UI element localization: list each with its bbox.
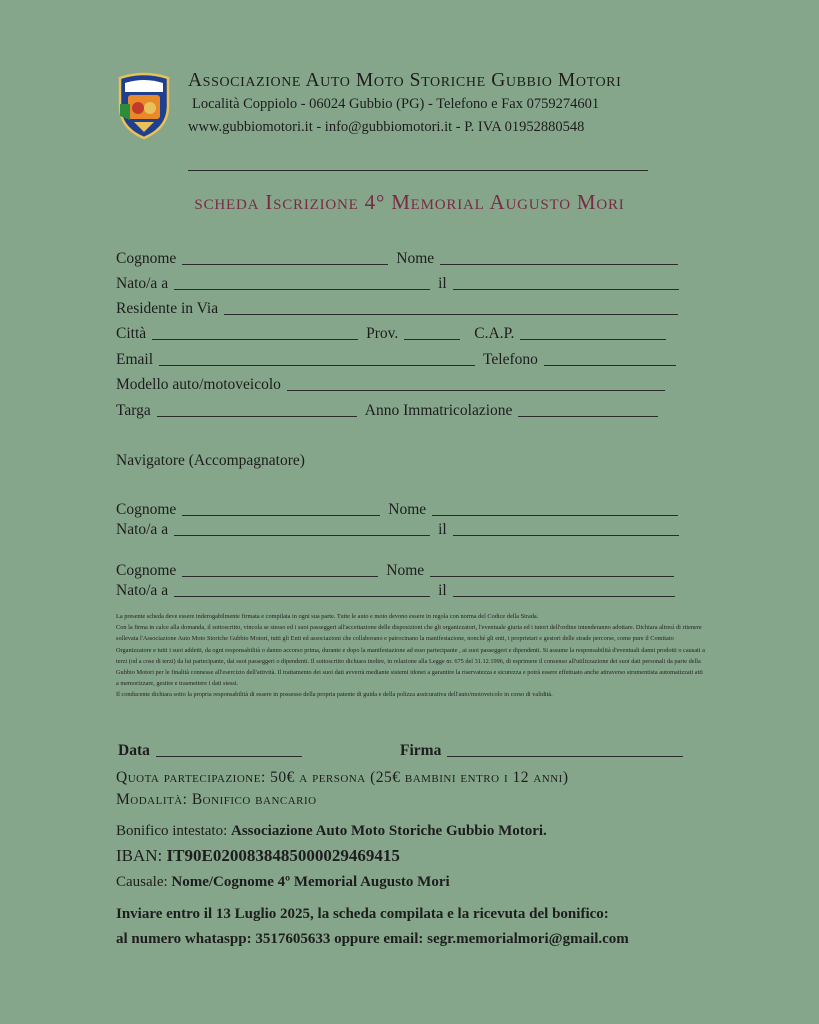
causale-label: Causale: <box>116 874 168 890</box>
label-nav1-nome: Nome <box>388 501 427 518</box>
inviare-instructions: Inviare entro il 13 Luglio 2025, la scheda compilata e la ricevuta del bonifico: <box>116 906 609 922</box>
field-data-nascita[interactable] <box>453 288 679 290</box>
label-nav2-il: il <box>438 582 447 599</box>
field-nav1-nome[interactable] <box>432 514 678 516</box>
org-name: Associazione Auto Moto Storiche Gubbio Motori <box>188 70 622 91</box>
label-telefono: Telefono <box>483 351 538 368</box>
shield-logo-icon <box>116 72 172 140</box>
quota-partecipazione: Quota partecipazione: 50€ a persona (25€ bambini entro i 12 anni) <box>116 769 569 786</box>
label-nav2-nome: Nome <box>386 562 425 579</box>
label-nome: Nome <box>396 250 435 267</box>
navigator-title: Navigatore (Accompagnatore) <box>116 452 305 469</box>
row-firma <box>400 740 683 760</box>
field-telefono[interactable] <box>544 364 676 366</box>
field-nato[interactable] <box>174 288 430 290</box>
field-residente[interactable] <box>224 313 678 315</box>
org-contacts: www.gubbiomotori.it - info@gubbiomotori.it - P. IVA 01952880548 <box>188 119 585 135</box>
field-nome[interactable] <box>440 263 678 265</box>
header-divider <box>188 170 648 171</box>
field-nav2-nato[interactable] <box>174 595 430 597</box>
iban-line <box>116 846 400 866</box>
field-targa[interactable] <box>157 415 357 417</box>
label-nav2-nato: Nato/a a <box>116 582 169 599</box>
field-modello[interactable] <box>287 389 665 391</box>
label-firma: Firma <box>400 742 442 759</box>
field-nav1-cognome[interactable] <box>182 514 380 516</box>
row-nato <box>116 273 679 293</box>
label-residente: Residente in Via <box>116 300 219 317</box>
field-cap[interactable] <box>520 338 666 340</box>
label-anno: Anno Immatricolazione <box>364 402 513 419</box>
field-prov[interactable] <box>404 338 460 340</box>
disclaimer <box>116 611 706 701</box>
label-modello: Modello auto/motoveicolo <box>116 376 281 393</box>
iban-value: IT90E0200838485000029469415 <box>166 846 400 865</box>
field-anno[interactable] <box>518 415 658 417</box>
row-nav2-cognome-nome <box>116 560 674 580</box>
row-data <box>118 740 302 760</box>
field-nav1-data[interactable] <box>453 534 679 536</box>
row-residente <box>116 298 678 318</box>
disclaimer-paragraph: Con la firma in calce alla domanda, il sottoscritto, vincola se stesso ed i suoi passeggeri all'accettazione delle disposizioni che gli organizzatori, l'eventuale giuria ed i tutori dell'ordine intenderanno adottare. Dichiara altresì di ritenere sollevata l'Associazione Auto Moto Storiche Gubbio Motori, tutti gli Enti ed associazioni che collaborano e patrocinano la manifestazione, nonché gli enti, i proprietari e gestori delle strade percorse, come pure il Comitato Organizzatore e tutti i suoi addetti, da ogni responsabilità o danno accorso prima, durante e dopo la manifestazione ad esso partecipante , ai suoi passeggeri e dipendenti. Si assume la responsabilità d'eventuali danni prodotti o causati a terzi (od a cose di terzi) da lui partecipante, dai suoi passeggeri o dipendenti. Il sottoscritto dichiara inoltre, in relazione alla Legge nr. 675 del 31.12.1996, di esprimere il consenso all'utilizzazione dei suoi dati personali da parte della Gubbio Motori per le finalità connesse all'esercizio dell'attività. Il trattamento dei suoi dati avverrà mediante sistemi idonei a garantire la riservatezza e sicurezza e potrà essere effettuato anche attraverso strumentista automatizzati atti a memorizzare, gestire e trasmettere i dati stessi. <box>116 624 705 688</box>
modalita-pagamento: Modalità: Bonifico bancario <box>116 791 317 808</box>
org-address: Località Coppiolo - 06024 Gubbio (PG) - Telefono e Fax 0759274601 <box>192 96 600 112</box>
label-nav1-nato: Nato/a a <box>116 521 169 538</box>
label-nav1-cognome: Cognome <box>116 501 177 518</box>
disclaimer-paragraph: La presente scheda deve essere inderogabilmente firmata e compilata in ogni sua parte. Tutte le auto e moto devono essere in regola con norma del Codice della Strada. <box>116 613 539 620</box>
row-nav1-nato <box>116 519 679 539</box>
field-nav2-data[interactable] <box>453 595 675 597</box>
label-il: il <box>438 275 447 292</box>
field-data[interactable] <box>156 755 302 757</box>
row-nav1-cognome-nome <box>116 499 678 519</box>
label-nav2-cognome: Cognome <box>116 562 177 579</box>
row-nav2-nato <box>116 580 675 600</box>
field-email[interactable] <box>159 364 475 366</box>
field-nav2-cognome[interactable] <box>182 575 378 577</box>
form-title: scheda Iscrizione 4° Memorial Augusto Mori <box>194 190 625 214</box>
row-cognome-nome <box>116 248 678 268</box>
row-email <box>116 349 676 369</box>
disclaimer-paragraph: Il conducente dichiara sotto la propria responsabilità di essere in possesso della propria patente di guida e della polizza assicurativa dell'auto/motoveicolo in corso di validità. <box>116 691 553 699</box>
bonifico-label: Bonifico intestato: <box>116 823 228 839</box>
field-nav1-nato[interactable] <box>174 534 430 536</box>
bonifico-line <box>116 823 547 840</box>
label-prov: Prov. <box>366 325 399 342</box>
label-targa: Targa <box>116 402 151 419</box>
causale-value: Nome/Cognome 4º Memorial Augusto Mori <box>171 874 450 890</box>
row-targa <box>116 400 658 420</box>
field-nav2-nome[interactable] <box>430 575 674 577</box>
label-cap: C.A.P. <box>474 325 515 342</box>
field-cognome[interactable] <box>182 263 388 265</box>
iban-label: IBAN: <box>116 846 163 865</box>
label-email: Email <box>116 351 154 368</box>
row-citta <box>116 323 666 343</box>
label-citta: Città <box>116 325 147 342</box>
label-cognome: Cognome <box>116 250 177 267</box>
row-modello <box>116 374 665 394</box>
causale-line <box>116 874 450 891</box>
label-nato: Nato/a a <box>116 275 169 292</box>
field-citta[interactable] <box>152 338 358 340</box>
label-nav1-il: il <box>438 521 447 538</box>
bonifico-value: Associazione Auto Moto Storiche Gubbio Motori. <box>230 823 547 839</box>
field-firma[interactable] <box>447 755 683 757</box>
label-data: Data <box>118 742 150 759</box>
inviare-contacts: al numero whataspp: 3517605633 oppure email: segr.memorialmori@gmail.com <box>116 931 629 947</box>
